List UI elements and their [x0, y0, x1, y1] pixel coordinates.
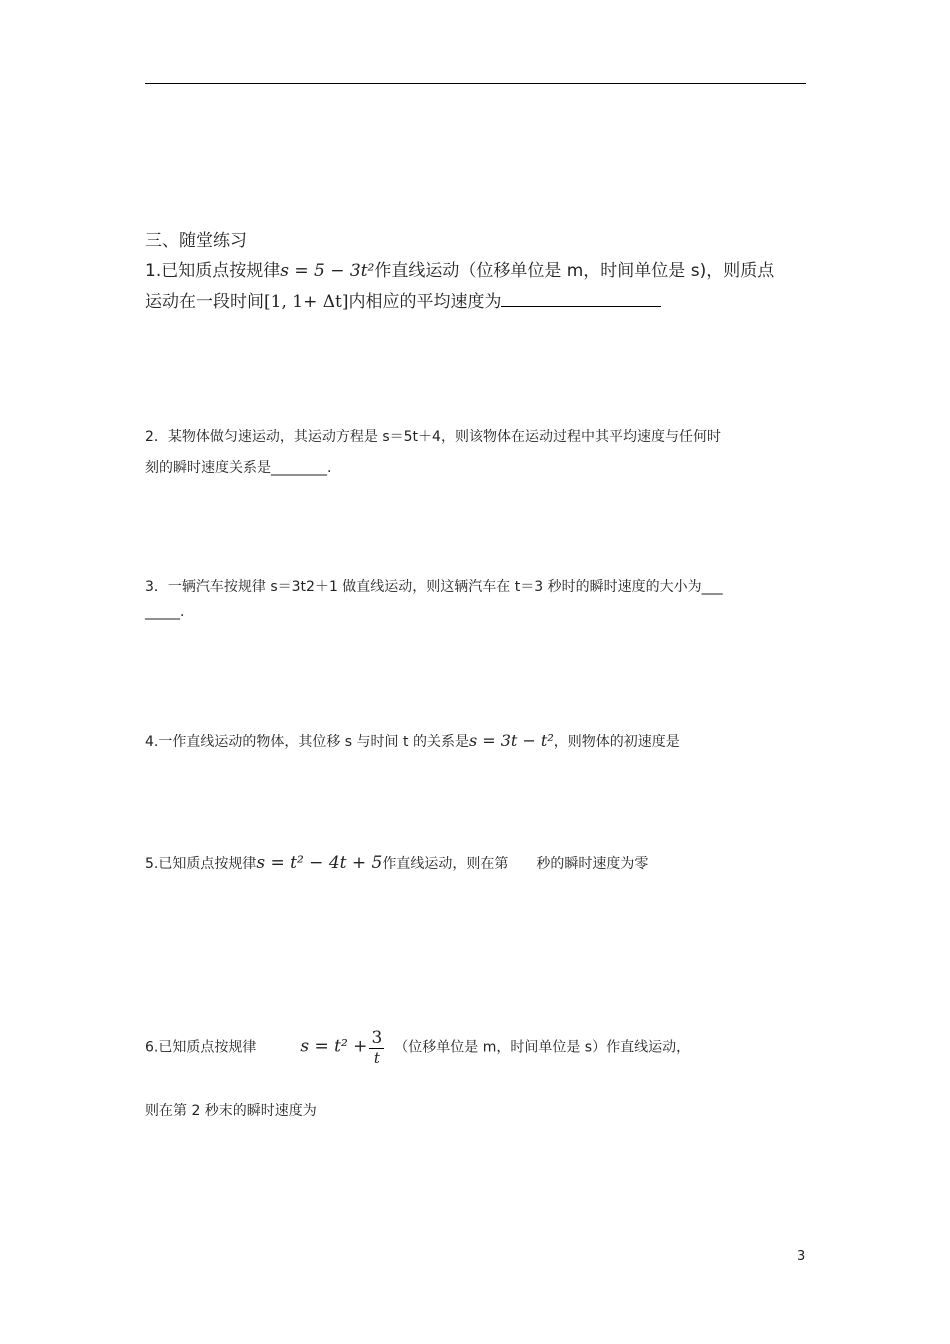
q1-pre: 1.已知质点按规律: [145, 261, 281, 281]
q5-post: 作直线运动，则在第 秒的瞬时速度为零: [382, 856, 649, 872]
q4-pre: 4.一作直线运动的物体，其位移 s 与时间 t 的关系是: [145, 734, 469, 750]
q5-line: [145, 853, 810, 873]
page-number: 3: [797, 1249, 806, 1264]
q1-formula: s = 5 − 3t²: [280, 261, 375, 281]
q6-formula-lhs: s = t² +: [300, 1036, 368, 1057]
q1-line1: [145, 256, 810, 281]
q6-pre: 6.已知质点按规律: [145, 1039, 257, 1056]
q2-line1: 2．某物体做匀速运动，其运动方程是 s＝5t＋4，则该物体在运动过程中其平均速度与任何时: [145, 429, 721, 445]
q6-line1: [145, 1028, 810, 1067]
q1-answer-blank[interactable]: [501, 306, 661, 307]
header-rule: [145, 83, 806, 84]
q3-line1: 3．一辆汽车按规律 s＝3t2＋1 做直线运动，则这辆汽车在 t＝3 秒时的瞬时速度的大小为___: [145, 579, 723, 595]
q6-frac-den: t: [373, 1049, 380, 1067]
q4-formula: s = 3t − t²: [468, 731, 554, 750]
q4-line: [145, 731, 810, 751]
q3-line2: _____.: [145, 604, 185, 620]
q1-line2-pre: 运动在一段时间: [145, 292, 264, 312]
q6-line2: 则在第 2 秒末的瞬时速度为: [145, 1103, 317, 1119]
q1-line2-post: 内相应的平均速度为: [348, 292, 502, 312]
section-title: 三、随堂练习: [145, 231, 247, 251]
q6-fraction: [369, 1028, 384, 1067]
q1-line2: [145, 287, 810, 312]
q1-mid: 作直线运动（位移单位是 m，时间单位是 s)，则质点: [374, 261, 775, 281]
q2-line2: 刻的瞬时速度关系是________.: [145, 460, 332, 476]
q6-frac-num: 3: [371, 1028, 383, 1048]
q1-interval: [1, 1+ Δt]: [264, 292, 349, 312]
q6-post: （位移单位是 m，时间单位是 s）作直线运动，: [394, 1039, 691, 1056]
q5-pre: 5.已知质点按规律: [145, 856, 257, 872]
q4-post: ，则物体的初速度是: [553, 734, 680, 750]
q5-formula: s = t² − 4t + 5: [256, 853, 383, 873]
